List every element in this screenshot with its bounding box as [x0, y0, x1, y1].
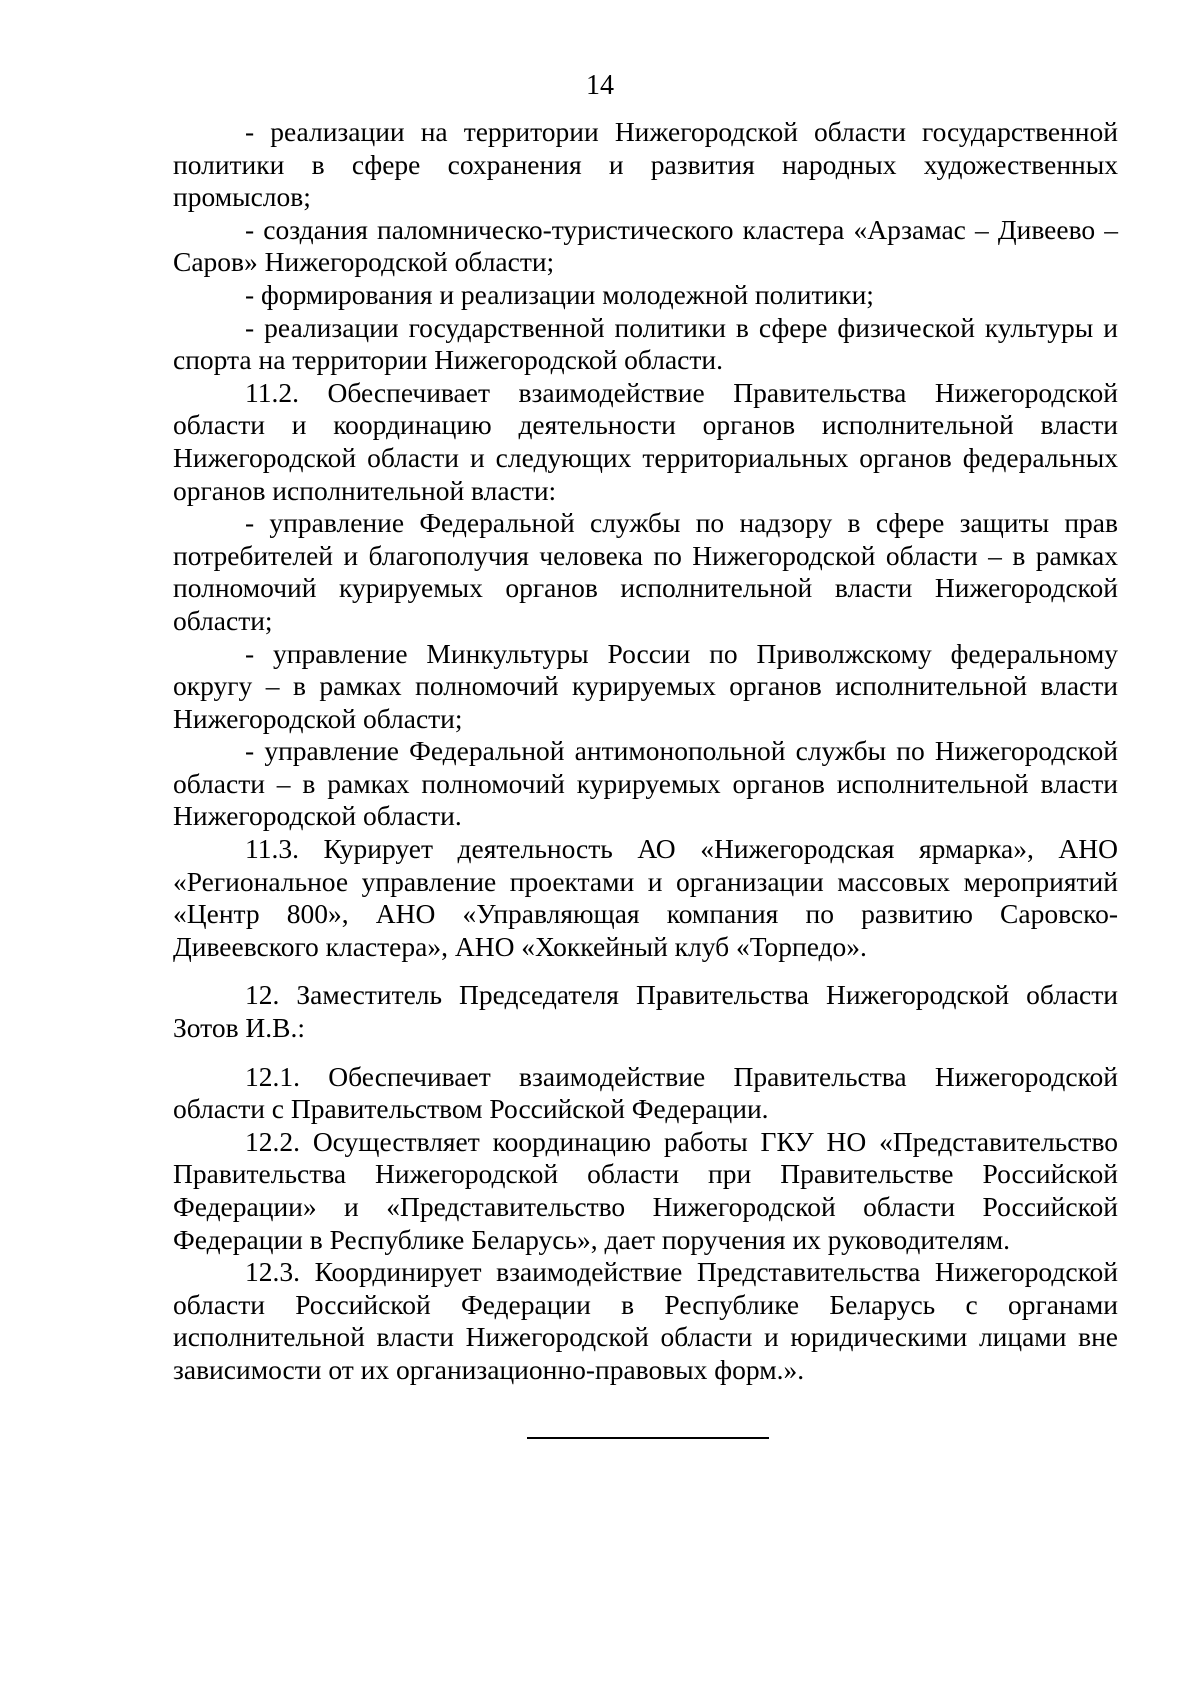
- paragraph: - формирования и реализации молодежной политики;: [245, 278, 874, 310]
- paragraph: - управление Федеральной антимонопольной службы по Нижегородской области – в рамках полномочий курируемых органов исполнительной власти Нижегородской области.: [173, 735, 1118, 832]
- paragraph: - реализации на территории Нижегородской области государственной политики в сфере сохранения и развития народных художественных промыслов;: [173, 116, 1118, 213]
- page-number: 14: [586, 70, 614, 101]
- paragraph: 12.1. Обеспечивает взаимодействие Правительства Нижегородской области с Правительством Российской Федерации.: [173, 1060, 1118, 1125]
- paragraph: 12.3. Координирует взаимодействие Представительства Нижегородской области Российской Федерации в Республике Беларусь с органами исполнительной власти Нижегородской области и юридическими лицами вне зависимости от их организационно-правовых форм.».: [173, 1256, 1118, 1385]
- end-of-document-rule: [527, 1437, 769, 1439]
- paragraph: - управление Минкультуры России по Приволжскому федеральному округу – в рамках полномочий курируемых органов исполнительной власти Нижегородской области;: [173, 637, 1118, 734]
- document-body: [173, 116, 1118, 1387]
- paragraph: - управление Федеральной службы по надзору в сфере защиты прав потребителей и благополучия человека по Нижегородской области – в рамках полномочий курируемых органов исполнительной власти Нижегородской области;: [173, 507, 1118, 636]
- section-heading-paragraph: 12. Заместитель Председателя Правительства Нижегородской области Зотов И.В.:: [173, 979, 1118, 1044]
- paragraph: - создания паломническо-туристического кластера «Арзамас – Дивеево – Саров» Нижегородской области;: [173, 213, 1118, 278]
- paragraph: - реализации государственной политики в сфере физической культуры и спорта на территории Нижегородской области.: [173, 311, 1118, 376]
- paragraph: 12.2. Осуществляет координацию работы ГКУ НО «Представительство Правительства Нижегородской области при Правительстве Российской Федерации» и «Представительство Нижегородской области Российской Федерации в Республике Беларусь», дает поручения их руководителям.: [173, 1125, 1118, 1255]
- paragraph: 11.2. Обеспечивает взаимодействие Правительства Нижегородской области и координацию деятельности органов исполнительной власти Нижегородской области и следующих территориальных органов федеральных органов исполнительной власти:: [173, 376, 1118, 506]
- paragraph: 11.3. Курирует деятельность АО «Нижегородская ярмарка», АНО «Региональное управление проектами и организации массовых мероприятий «Центр 800», АНО «Управляющая компания по развитию Саровско-Дивеевского кластера», АНО «Хоккейный клуб «Торпедо».: [173, 833, 1118, 962]
